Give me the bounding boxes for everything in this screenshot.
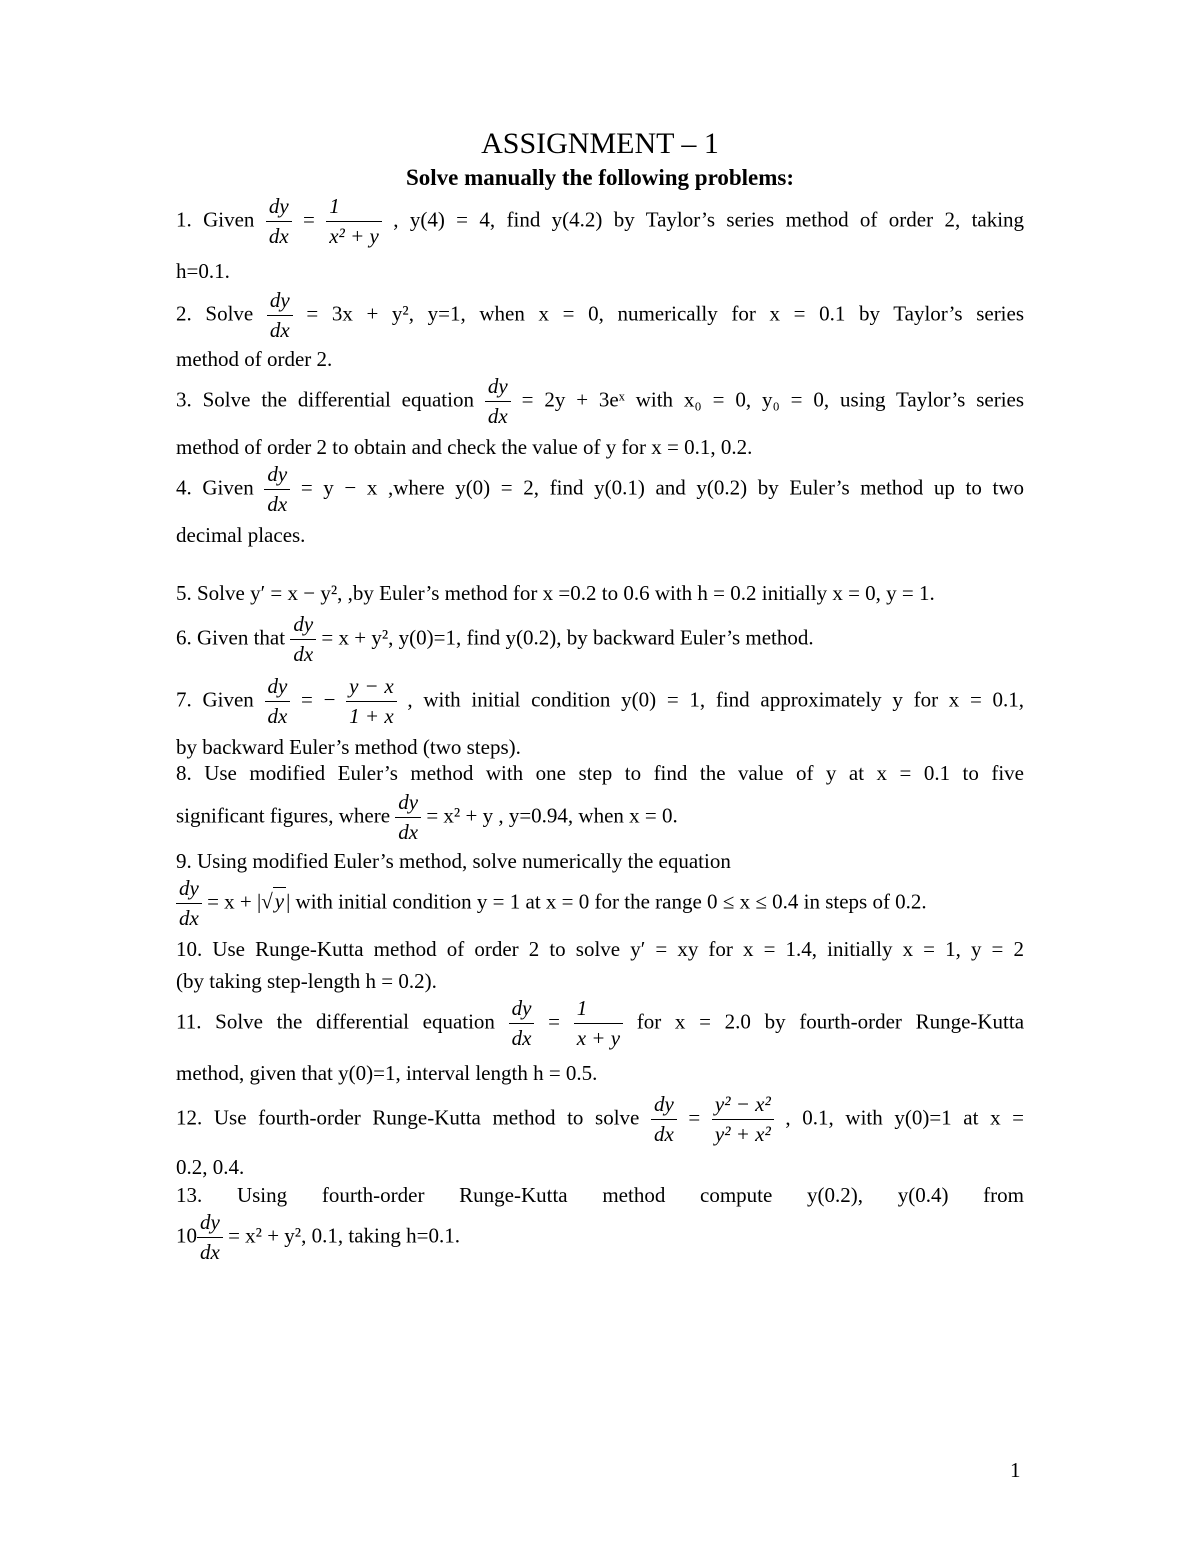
- problem-1-line-1: 1. Given $\frac{dy}{dx}$ = $\frac{1}{\text{x² + y}}$ , y(4) = 4, find y(4.2) by Taylor’s series method of order 2, taking: [176, 194, 1025, 248]
- problem-12-line-1: 12. Use fourth-order Runge-Kutta method to solve $\frac{dy}{dx}$ = $\frac{\text{y² − x²}}{\text{y² + x²}}$ , 0.1, with y(0)=1 at x =: [176, 1092, 1025, 1146]
- derivative-fraction: $\frac{dy}{dx}$: [485, 376, 511, 427]
- problem-12-line-2: 0.2, 0.4.: [176, 1155, 245, 1179]
- problem-10-line-2: (by taking step-length h = 0.2).: [176, 969, 437, 993]
- derivative-fraction: $\frac{dy}{dx}$: [651, 1094, 677, 1145]
- derivative-fraction: $\frac{dy}{dx}$: [264, 464, 290, 515]
- problem-7-line-1: 7. Given $\frac{dy}{dx}$ = − $\frac{y - x}{1 + x}$ , with initial condition y(0) = 1, find approximately y for x = 0.1,: [176, 674, 1025, 728]
- problem-2-line-2: method of order 2.: [176, 347, 333, 371]
- rhs-fraction: $\frac{\text{y² − x²}}{\text{y² + x²}}$: [712, 1094, 774, 1145]
- problem-13-line-1: 13. Using fourth-order Runge-Kutta method compute y(0.2), y(0.4) from: [176, 1183, 1024, 1207]
- derivative-fraction: $\frac{dy}{dx}$: [176, 878, 202, 929]
- problem-8-line-2: significant figures, where $\frac{dy}{dx}$ = x² + y , y=0.94, when x = 0.: [176, 790, 678, 844]
- page-subtitle: Solve manually the following problems:: [405, 165, 795, 190]
- problem-1-line-2: h=0.1.: [176, 259, 230, 283]
- derivative-fraction: $\frac{dy}{dx}$: [267, 290, 293, 341]
- problem-13-line-2: 10 $\frac{dy}{dx}$ = x² + y², 0.1, taking h=0.1.: [176, 1210, 460, 1264]
- problem-3-line-2: method of order 2 to obtain and check the value of y for x = 0.1, 0.2.: [176, 435, 753, 459]
- derivative-fraction: $\frac{dy}{dx}$: [290, 614, 316, 665]
- rhs-fraction: $\frac{1}{\text{x² + y}}$: [326, 196, 382, 247]
- derivative-fraction: $\frac{dy}{dx}$: [509, 998, 535, 1049]
- problem-6-line-1: 6. Given that $\frac{dy}{dx}$ = x + y², y(0)=1, find y(0.2), by backward Euler’s method.: [176, 612, 814, 666]
- page-title: ASSIGNMENT – 1: [481, 127, 719, 160]
- page-number: 1: [1010, 1458, 1021, 1482]
- problem-4-line-1: 4. Given $\frac{dy}{dx}$ = y − x ,where y(0) = 2, find y(0.1) and y(0.2) by Euler’s method up to two: [176, 462, 1025, 516]
- problem-11-line-1: 11. Solve the differential equation $\frac{dy}{dx}$ = $\frac{1}{x + y}$ for x = 2.0 by fourth-order Runge-Kutta: [176, 996, 1025, 1050]
- problem-8-line-1: 8. Use modified Euler’s method with one step to find the value of y at x = 0.1 to five: [176, 761, 1024, 785]
- problem-2-line-1: 2. Solve $\frac{dy}{dx}$ = 3x + y², y=1, when x = 0, numerically for x = 0.1 by Taylor’s series: [176, 288, 1025, 342]
- problem-4-line-2: decimal places.: [176, 523, 306, 547]
- problem-5-line-1: 5. Solve y′ = x − y², ,by Euler’s method for x =0.2 to 0.6 with h = 0.2 initially x = 0, y = 1.: [176, 581, 935, 605]
- problem-9-line-1: 9. Using modified Euler’s method, solve numerically the equation: [176, 849, 731, 873]
- sqrt-term: y: [274, 889, 285, 914]
- problem-11-line-2: method, given that y(0)=1, interval length h = 0.5.: [176, 1061, 598, 1085]
- rhs-fraction: $\frac{1}{x + y}$: [574, 998, 623, 1049]
- rhs-fraction: $\frac{y - x}{1 + x}$: [346, 676, 397, 727]
- derivative-fraction: $\frac{dy}{dx}$: [266, 196, 292, 247]
- derivative-fraction: $\frac{dy}{dx}$: [395, 792, 421, 843]
- problem-3-line-1: 3. Solve the differential equation $\frac{dy}{dx}$ = 2y + 3eˣ with x₀ = 0, y₀ = 0, using Taylor’s series: [176, 374, 1025, 428]
- derivative-fraction: $\frac{dy}{dx}$: [197, 1212, 223, 1263]
- derivative-fraction: $\frac{dy}{dx}$: [265, 676, 291, 727]
- problem-9-line-2: $\frac{dy}{dx}$ = x + |√y| with initial condition y = 1 at x = 0 for the range 0 ≤ x ≤ 0.4 in steps of 0.2.: [176, 878, 927, 929]
- problem-10-line-1: 10. Use Runge-Kutta method of order 2 to solve y′ = xy for x = 1.4, initially x = 1, y = 2: [176, 937, 1024, 961]
- problem-7-line-2: by backward Euler’s method (two steps).: [176, 735, 521, 759]
